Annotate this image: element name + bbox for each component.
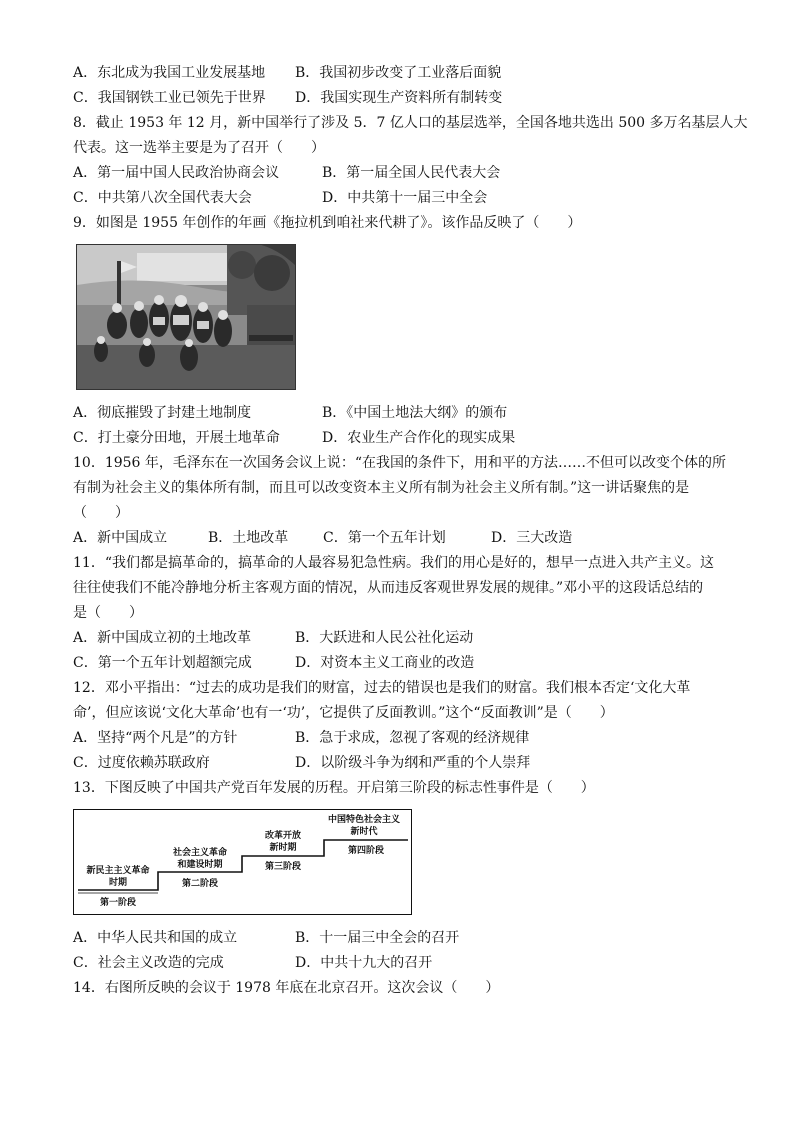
q7-option-d: D．我国实现生产资料所有制转变	[295, 90, 503, 106]
tractor-painting-illustration	[77, 245, 295, 389]
stage4-title-line2: 新时代	[350, 827, 378, 837]
q10-option-a: A．新中国成立	[73, 530, 168, 546]
stage2-title	[160, 847, 240, 871]
q9-option-d: D．农业生产合作化的现实成果	[322, 430, 516, 446]
q9-stem: 9．如图是 1955 年创作的年画《拖拉机到咱社来代耕了》。该作品反映了（ ）	[73, 215, 582, 231]
q10-stem-line1: 10．1956 年，毛泽东在一次国务会议上说：“在我国的条件下，用和平的方法……不但可以改变个体的所	[73, 455, 727, 471]
q7-option-b: B．我国初步改变了工业落后面貌	[295, 65, 502, 81]
q7-option-c: C．我国钢铁工业已领先于世界	[73, 90, 266, 106]
q13-stem: 13．下图反映了中国共产党百年发展的历程。开启第三阶段的标志性事件是（ ）	[73, 780, 595, 796]
q14-stem: 14．右图所反映的会议于 1978 年底在北京召开。这次会议（ ）	[73, 980, 500, 996]
stage2-title-line2: 和建设时期	[177, 860, 223, 870]
stage1-title-line1: 新民主主义革命	[86, 866, 150, 876]
q11-stem-line3: 是（ ）	[73, 605, 143, 621]
q9-option-a: A．彻底摧毁了封建土地制度	[73, 405, 252, 421]
q11-stem-line2: 往往使我们不能冷静地分析主客观方面的情况，从而违反客观世界发展的规律。”邓小平的这段话总结的	[73, 580, 704, 596]
q11-option-b: B．大跃进和人民公社化运动	[295, 630, 474, 646]
q10-option-d: D．三大改造	[491, 530, 573, 546]
q8-option-d: D．中共第十一届三中全会	[322, 190, 488, 206]
q8-stem-line1: 8．截止 1953 年 12 月，新中国举行了涉及 5．7 亿人口的基层选举，全国各地共选出 500 多万名基层人大	[73, 115, 748, 131]
stage1-title-line2: 时期	[108, 878, 127, 888]
q12-option-b: B．急于求成，忽视了客观的经济规律	[295, 730, 530, 746]
q11-stem-line1: 11．“我们都是搞革命的，搞革命的人最容易犯急性病。我们的用心是好的，想早一点进入共产主义。这	[73, 555, 714, 571]
q11-option-d: D．对资本主义工商业的改造	[295, 655, 475, 671]
stage1-label: 第一阶段	[99, 898, 136, 908]
q8-stem-line2: 代表。这一选举主要是为了召开（ ）	[73, 140, 325, 156]
q13-option-d: D．中共十九大的召开	[295, 955, 433, 971]
stage4-title	[320, 814, 408, 838]
q10-option-c: C．第一个五年计划	[323, 530, 446, 546]
q12-option-d: D．以阶级斗争为纲和严重的个人崇拜	[295, 755, 531, 771]
q9-option-b: B．《中国土地法大纲》的颁布	[322, 405, 508, 421]
stage3-title	[242, 830, 324, 854]
q13-option-a: A．中华人民共和国的成立	[73, 930, 238, 946]
stage3-title-line1: 改革开放	[264, 831, 301, 841]
stage2-label: 第二阶段	[181, 879, 218, 889]
q12-option-a: A．坚持“两个凡是”的方针	[73, 730, 238, 746]
stage1-title	[78, 865, 158, 889]
q7-option-a: A．东北成为我国工业发展基地	[73, 65, 266, 81]
q10-stem-line2: 有制为社会主义的集体所有制，而且可以改变资本主义所有制为社会主义所有制。”这一讲话聚焦的是	[73, 480, 690, 496]
stage4-title-line1: 中国特色社会主义	[327, 815, 400, 825]
stage4-label: 第四阶段	[347, 846, 384, 856]
q10-option-b: B．土地改革	[208, 530, 289, 546]
stage3-label: 第三阶段	[264, 862, 301, 872]
stage3-title-line2: 新时期	[269, 843, 297, 853]
party-history-stage-diagram	[73, 809, 412, 915]
q8-option-b: B．第一届全国人民代表大会	[322, 165, 501, 181]
tractor-painting-image	[76, 244, 296, 390]
q12-stem-line1: 12．邓小平指出：“过去的成功是我们的财富，过去的错误也是我们的财富。我们根本否定‘文化大革	[73, 680, 691, 696]
q11-option-c: C．第一个五年计划超额完成	[73, 655, 252, 671]
q11-option-a: A．新中国成立初的土地改革	[73, 630, 252, 646]
q13-option-b: B．十一届三中全会的召开	[295, 930, 460, 946]
q9-option-c: C．打土豪分田地，开展土地革命	[73, 430, 280, 446]
q13-option-c: C．社会主义改造的完成	[73, 955, 224, 971]
q12-stem-line2: 命’，但应该说‘文化大革命’也有一‘功’，它提供了反面教训。”这个“反面教训”是（ ）	[73, 705, 614, 721]
q8-option-a: A．第一届中国人民政治协商会议	[73, 165, 280, 181]
q8-option-c: C．中共第八次全国代表大会	[73, 190, 252, 206]
q12-option-c: C．过度依赖苏联政府	[73, 755, 210, 771]
stage2-title-line1: 社会主义革命	[172, 848, 227, 858]
q10-stem-line3: （ ）	[73, 505, 129, 521]
